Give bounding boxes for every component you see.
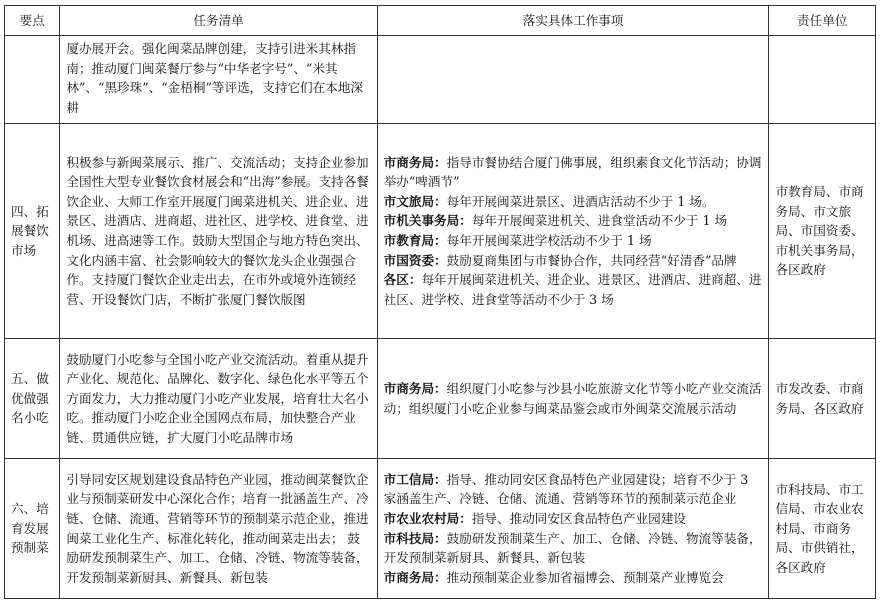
work-item xyxy=(384,153,763,192)
work-item xyxy=(384,231,763,251)
agency-label: 市科技局： xyxy=(383,530,447,546)
work-items-cell xyxy=(377,36,769,124)
work-item-text: 指导、推动同安区食品特色产业园建设 xyxy=(471,510,686,526)
work-item-text: 组织厦门小吃参与沙县小吃旅游文化节等小吃产业交流活动；组织厦门小吃企业参与闽菜品鉴会或市外闽菜交流展示活动 xyxy=(383,380,762,416)
work-item-text: 指导市餐协结合厦门佛事展，组织素食文化节活动；协调举办“啤酒节” xyxy=(383,154,762,190)
work-item xyxy=(384,211,763,231)
table-row xyxy=(5,339,876,459)
agency-label: 市工信局： xyxy=(383,471,447,487)
agency-label: 各区： xyxy=(383,272,422,288)
work-item-text: 推动预制菜企业参加省福博会、预制菜产业博览会 xyxy=(446,569,724,585)
units-cell xyxy=(769,36,876,124)
header-task-list: 任务清单 xyxy=(60,6,377,36)
work-item-text: 指导、推动同安区食品特色产业园建设；培育不少于 3 家涵盖生产、冷链、仓储、流通、营销等环节的预制菜示范企业 xyxy=(383,471,749,507)
work-item xyxy=(384,379,763,418)
agency-label: 市文旅局： xyxy=(383,193,447,209)
point-cell xyxy=(5,36,60,124)
table-header-row xyxy=(5,6,876,36)
table-row xyxy=(5,36,876,124)
agency-label: 市教育局： xyxy=(383,233,447,248)
work-item-text: 每年开展闽菜进学校活动不少于 1 场 xyxy=(446,233,652,248)
agency-label: 市农业农村局： xyxy=(383,510,472,526)
header-responsible-units: 责任单位 xyxy=(769,6,876,36)
task-cell: 积极参与新闽菜展示、推广、交流活动；支持企业参加全国性大型专业餐饮食材展会和“出海”参展。支持各餐饮企业、大师工作室开展厦门闽菜进机关、进企业、进景区、进酒店、进商超、进社区、进学校、进食堂、进机场、进高速等工作。鼓励大型国企与地方特色突出、文化内涵丰富、社会影响较大的餐饮龙头企业强强合作。支持厦门餐饮企业走出去，在市外或境外连锁经营、开设餐饮门店，不断扩张厦门餐饮版图 xyxy=(60,124,377,339)
task-cell: 引导同安区规划建设食品特色产业园，推动闽菜餐饮企业与预制菜研发中心深化合作；培育一批涵盖生产、冷链、仓储、流通、营销等环节的预制菜示范企业，推进闽菜工业化生产、标准化转化，推动闽菜走出去； 鼓励研发预制菜生产、加工、仓储、冷链、物流等装备，开发预制菜新厨具、新餐具、新包装 xyxy=(60,459,377,599)
agency-label: 市机关事务局： xyxy=(383,213,472,229)
units-cell: 市教育局、市商务局、市文旅局、市国资委、市机关事务局，各区政府 xyxy=(769,124,876,339)
table-row xyxy=(5,459,876,599)
units-cell: 市科技局、市工信局、市农业农村局、市商务局、市供销社，各区政府 xyxy=(769,459,876,599)
work-item xyxy=(384,509,763,529)
work-items-cell xyxy=(377,459,769,599)
point-cell: 四、拓展餐饮市场 xyxy=(5,124,60,339)
units-cell: 市发改委、市商务局、各区政府 xyxy=(769,339,876,459)
work-task-table xyxy=(4,5,876,599)
work-item xyxy=(384,529,763,568)
work-item xyxy=(384,251,763,271)
work-item-text: 每年开展闽菜进机关、进企业、进景区、进酒店、进商超、进社区、进学校、进食堂等活动不少于 3 场 xyxy=(383,272,762,307)
agency-label: 市商务局： xyxy=(383,154,447,170)
work-item-text: 每年开展闽菜进景区、进酒店活动不少于 1 场。 xyxy=(446,193,715,209)
work-item-text: 鼓励夏商集团与市餐协合作，共同经营“好清香”品牌 xyxy=(446,252,737,268)
task-cell: 厦办展开会。强化闽菜品牌创建，支持引进米其林指南；推动厦门闽菜餐厅参与“中华老字号”、“米其林”、“黑珍珠”、“金梧桐”等评选，支持它们在本地深耕 xyxy=(60,36,377,124)
agency-label: 市商务局： xyxy=(383,569,447,585)
point-cell: 六、培育发展预制菜 xyxy=(5,459,60,599)
work-item xyxy=(384,270,763,309)
work-item xyxy=(384,568,763,588)
header-key-points: 要点 xyxy=(5,6,60,36)
work-item-text: 每年开展闽菜进机关、进食堂活动不少于 1 场 xyxy=(471,213,728,229)
work-items-cell xyxy=(377,124,769,339)
work-items-cell xyxy=(377,339,769,459)
agency-label: 市商务局： xyxy=(383,380,447,396)
agency-label: 市国资委： xyxy=(383,252,447,268)
work-item xyxy=(384,470,763,509)
point-cell: 五、做优做强名小吃 xyxy=(5,339,60,459)
header-work-items: 落实具体工作事项 xyxy=(377,6,769,36)
work-item-text: 鼓励研发预制菜生产、加工、仓储、冷链、物流等装备，开发预制菜新厨具、新餐具、新包装 xyxy=(383,530,762,566)
work-item xyxy=(384,192,763,212)
table-row xyxy=(5,124,876,339)
task-cell: 鼓励厦门小吃参与全国小吃产业交流活动。着重从提升产业化、规范化、品牌化、数字化、绿色化水平等五个方面发力，大力推动厦门小吃产业发展，培育壮大名小吃。推动厦门小吃企业全国网点布局，加快整合产业链、贯通供应链，扩大厦门小吃品牌市场 xyxy=(60,339,377,459)
